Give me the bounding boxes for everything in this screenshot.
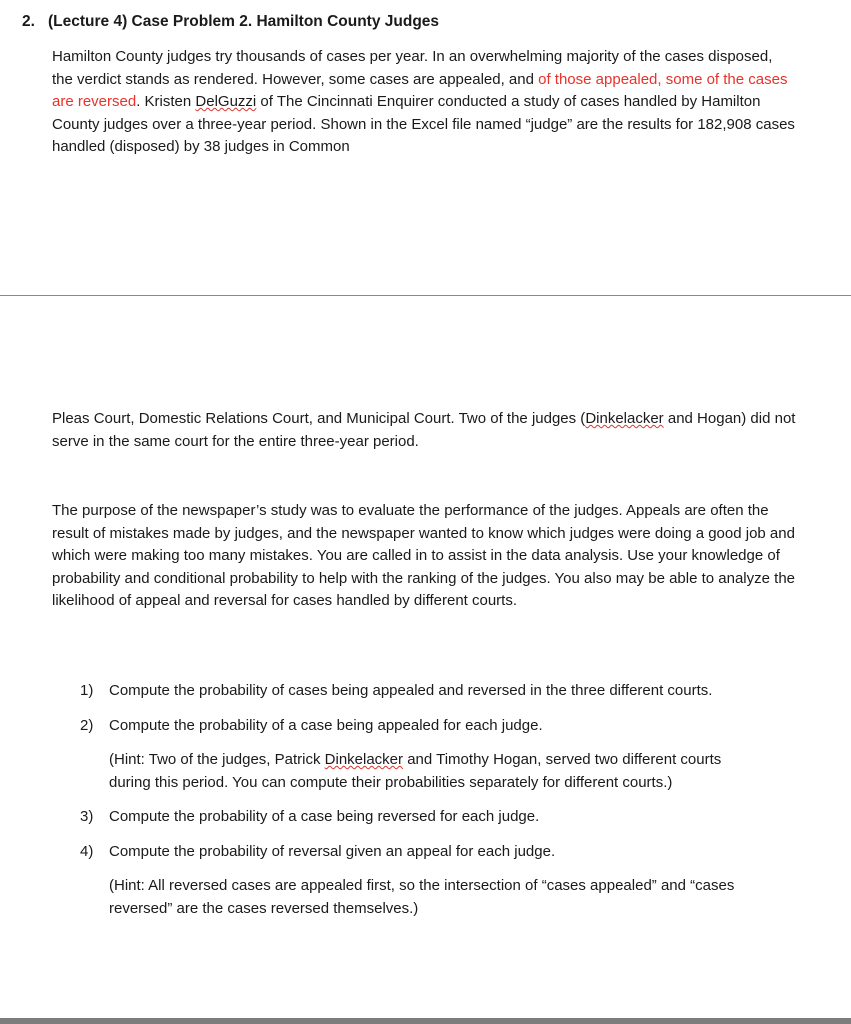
spellcheck-word[interactable]: DelGuzzi xyxy=(195,93,257,110)
question-item xyxy=(80,806,740,829)
question-text: Compute the probability of a case being reversed for each judge. xyxy=(109,808,540,825)
question-number: 3) xyxy=(80,808,94,825)
question-number: 4) xyxy=(80,842,94,860)
question-item xyxy=(80,680,740,703)
continuation-text-1: Pleas Court, Domestic Relations Court, and Municipal Court. Two of the judges ( xyxy=(52,410,586,427)
question-number: 2) xyxy=(80,716,94,734)
window-bottom-border xyxy=(0,1018,851,1024)
question-item xyxy=(80,715,740,738)
hint-text-1: (Hint: Two of the judges, Patrick xyxy=(109,751,325,768)
hint-paragraph: (Hint: All reversed cases are appealed first, so the intersection of “cases appealed” and “cases reversed” are the cases reversed themselves.) xyxy=(109,877,735,917)
hint-text-2: and Timothy Hogan, served two different courts during this period. You can compute their probabilities separately for different courts.) xyxy=(109,751,722,791)
section-heading xyxy=(22,11,439,33)
question-number: 1) xyxy=(80,682,94,699)
question-list xyxy=(80,680,740,920)
intro-text-2: . Kristen xyxy=(136,93,196,110)
section-title: (Lecture 4) Case Problem 2. Hamilton County Judges xyxy=(48,13,440,30)
intro-text-1: Hamilton County judges try thousands of cases per year. In an overwhelming majority of the cases disposed, the verdict stands as rendered. However, some cases are appealed, and xyxy=(52,48,773,88)
section-number: 2. xyxy=(22,13,35,30)
question-text: Compute the probability of reversal given an appeal for each judge. xyxy=(109,842,556,860)
spellcheck-word[interactable]: Dinkelacker xyxy=(324,751,404,768)
intro-paragraph xyxy=(52,46,797,159)
spellcheck-word[interactable]: Dinkelacker xyxy=(585,410,664,427)
hint-paragraph xyxy=(80,749,740,794)
page-break-divider xyxy=(0,295,851,296)
intro-text-3: of The Cincinnati Enquirer conducted a study of cases handled by Hamilton County judges over a three-year period. Shown in the Excel file named “judge” are the results for 182,908 cases handled (disposed) by 38 judges in Common xyxy=(52,93,795,155)
question-text: Compute the probability of cases being appealed and reversed in the three different courts. xyxy=(109,682,713,699)
purpose-paragraph: The purpose of the newspaper’s study was to evaluate the performance of the judges. Appeals are often the result of mistakes made by judges, and the newspaper wanted to know which judges were doing a good job and which were making too many mistakes. You are called in to assist in the data analysis. Use your knowledge of probability and conditional probability to help with the ranking of the judges. You also may be able to analyze the likelihood of appeal and reversal for cases handled by different courts. xyxy=(52,502,795,609)
continuation-paragraph xyxy=(52,408,797,453)
continuation-text-2: and Hogan) did not serve in the same court for the entire three-year period. xyxy=(52,410,796,450)
question-item xyxy=(80,841,740,864)
question-text: Compute the probability of a case being appealed for each judge. xyxy=(109,716,543,734)
highlighted-text: of those appealed, some of the cases are reversed xyxy=(52,70,788,110)
